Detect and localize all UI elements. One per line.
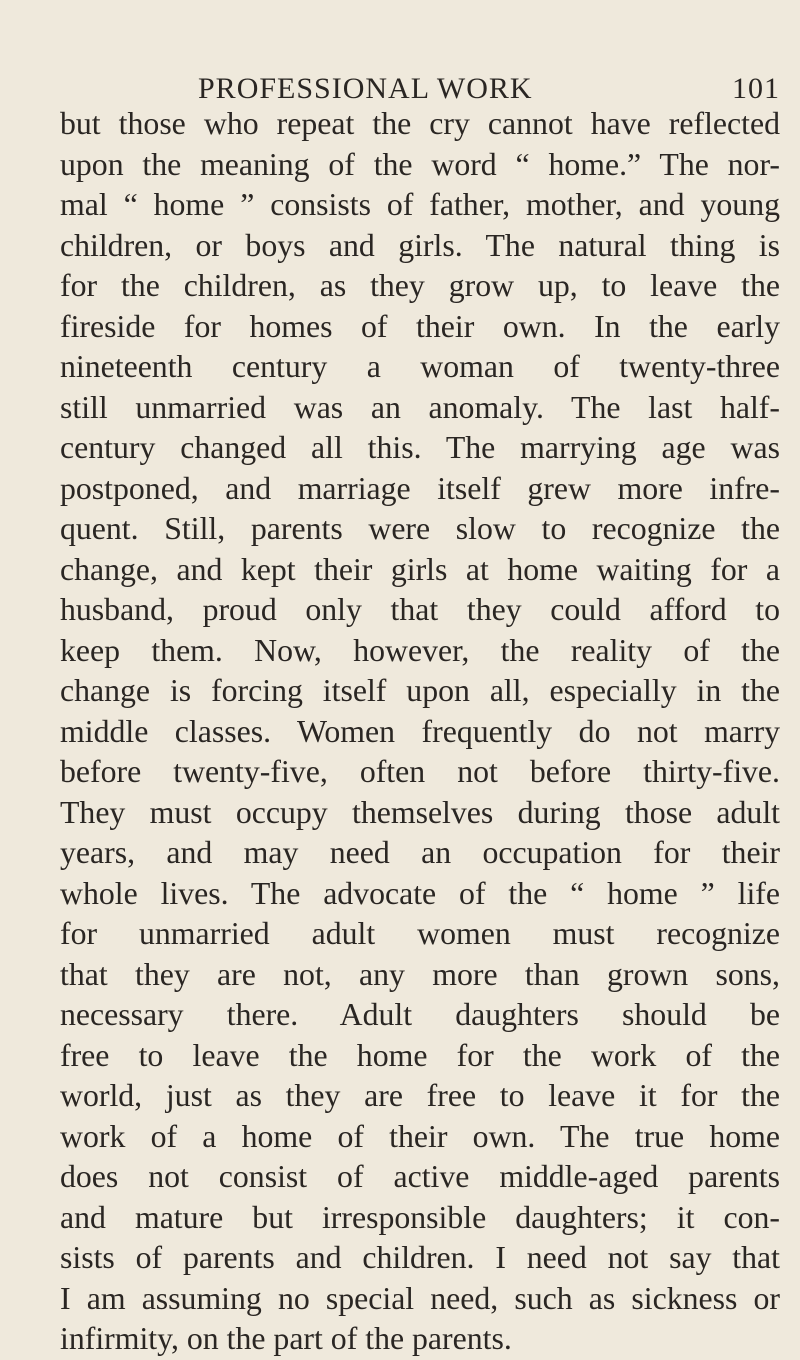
text-line: mal “ home ” consists of father, mother, and young [60, 187, 780, 222]
text-line: free to leave the home for the work of the [60, 1037, 780, 1073]
page-number: 101 [732, 72, 780, 105]
text-line: middle classes. Women frequently do not marry [60, 713, 780, 749]
text-line: I am assuming no special need, such as sickness or [60, 1280, 780, 1316]
text-line: world, just as they are free to leave it for the [60, 1078, 780, 1113]
text-line: whole lives. The advocate of the “ home ” life [60, 875, 780, 911]
text-line: postponed, and marriage itself grew more infre- [60, 470, 780, 506]
text-line: for the children, as they grow up, to leave the [60, 268, 780, 303]
text-line: work of a home of their own. The true home [60, 1118, 780, 1154]
text-line: that they are not, any more than grown sons, [60, 956, 780, 992]
text-line: century changed all this. The marrying age was [60, 430, 780, 465]
text-line: fireside for homes of their own. In the early [60, 308, 780, 344]
text-line: sists of parents and children. I need not say that [60, 1240, 780, 1275]
text-line: infirmity, on the part of the parents. [60, 1321, 512, 1356]
text-line: upon the meaning of the word “ home.” The nor- [60, 146, 780, 182]
text-line: They must occupy themselves during those adult [60, 794, 780, 830]
text-line: still unmarried was an anomaly. The last half- [60, 389, 780, 425]
text-line: change is forcing itself upon all, especially in the [60, 673, 780, 708]
body-paragraph [60, 104, 780, 1360]
text-line: and mature but irresponsible daughters; it con- [60, 1199, 780, 1235]
text-line: change, and kept their girls at home waiting for a [60, 551, 780, 587]
running-title: PROFESSIONAL WORK [198, 72, 533, 105]
text-line: quent. Still, parents were slow to recognize the [60, 511, 780, 546]
text-line: before twenty-five, often not before thirty-five. [60, 754, 780, 789]
text-line: but those who repeat the cry cannot have reflected [60, 106, 780, 141]
text-line: children, or boys and girls. The natural thing is [60, 227, 780, 263]
text-line: does not consist of active middle-aged parents [60, 1159, 780, 1194]
text-line: for unmarried adult women must recognize [60, 916, 780, 951]
text-line: keep them. Now, however, the reality of the [60, 632, 780, 668]
text-line: nineteenth century a woman of twenty-three [60, 349, 780, 384]
text-line: husband, proud only that they could afford to [60, 592, 780, 627]
text-line: necessary there. Adult daughters should be [60, 997, 780, 1032]
text-line: years, and may need an occupation for their [60, 835, 780, 870]
